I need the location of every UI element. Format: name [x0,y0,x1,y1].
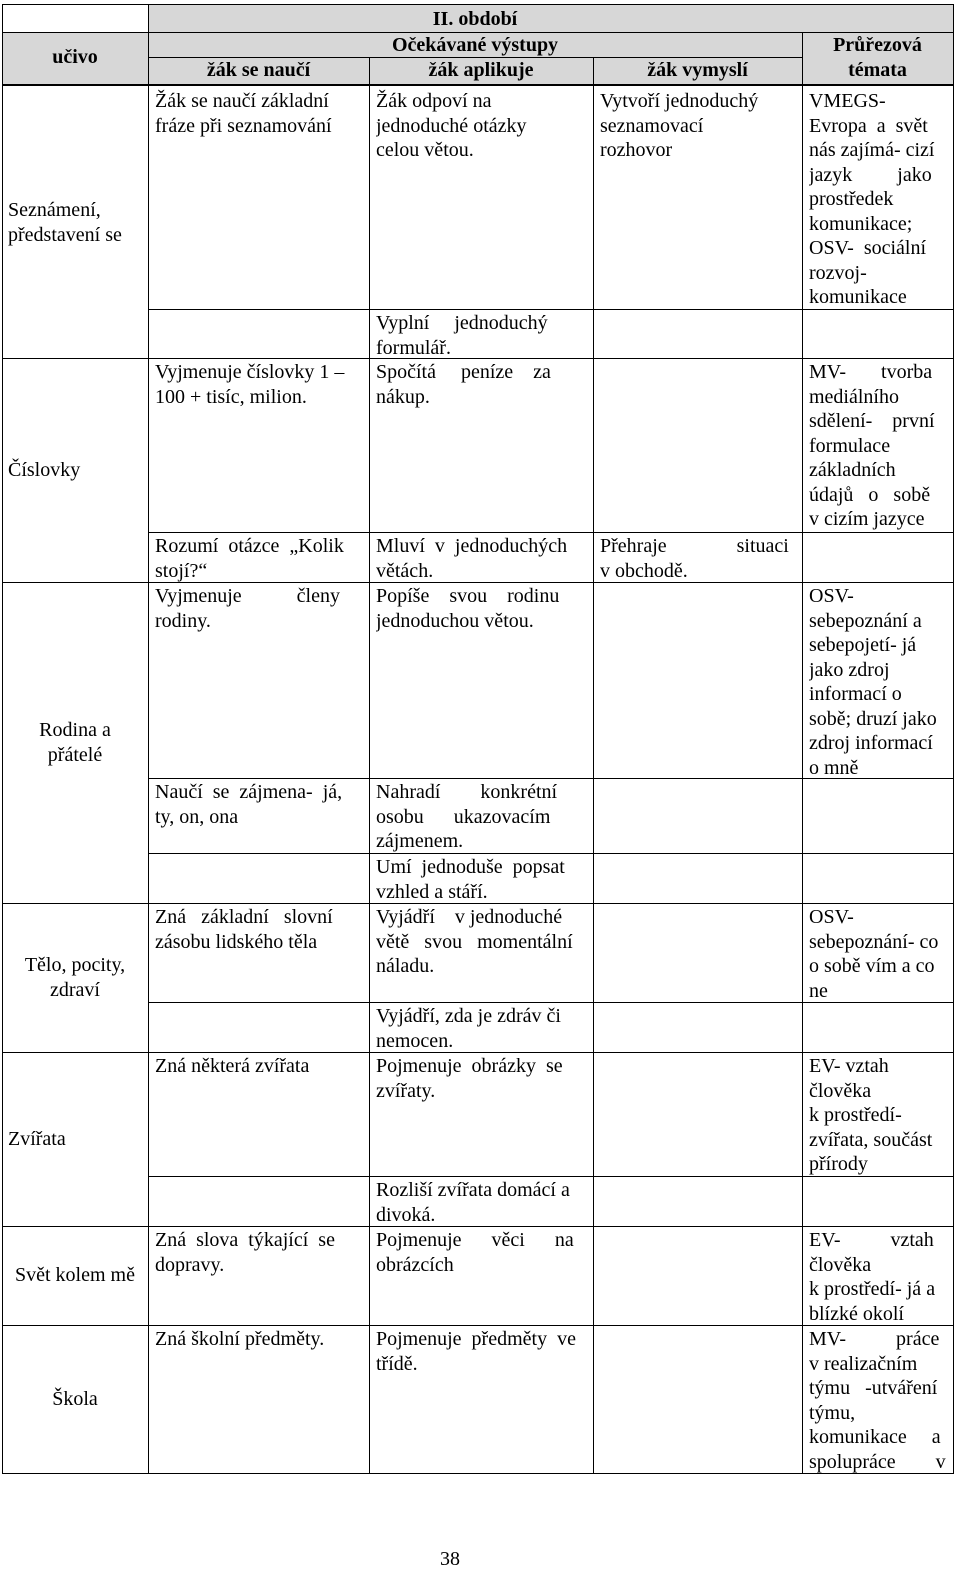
themes-cell-line: o sobě vím a co [809,955,935,977]
themes-cell-line: jako zdroj [809,658,890,681]
applies-cell-line: větě svou momentální [376,930,573,953]
learns-cell-line: Zná slova týkající se [155,1229,335,1251]
grid-hline [2,32,954,33]
topic-border [2,1325,149,1326]
learns-cell-line: ty, on, ona [155,805,239,828]
themes-cell-line: člověka [809,1253,872,1276]
topic-border [2,358,149,359]
themes-cell-line: EV- vztah [809,1229,934,1251]
themes-cell-line: komunikace [809,286,907,308]
themes-cell-line: základních [809,459,896,481]
header-invents: žák vymyslí [647,59,748,81]
themes-cell-line: OSV- [809,585,854,607]
themes-cell-line: k prostředí- [809,1104,902,1126]
invents-cell-line: Přehraje situaci [600,535,789,557]
applies-cell-line: Pojmenuje předměty ve [376,1328,576,1350]
applies-cell-line: obrázcích [376,1253,454,1276]
learns-cell-line: Naučí se zájmena- já, [155,781,343,803]
themes-cell-line: v realizačním [809,1352,918,1375]
invents-cell-line: Vytvoří jednoduchý [600,90,759,112]
applies-cell-line: Spočítá peníze za [376,361,551,383]
themes-cell-line: sebepoznání a [809,609,922,632]
header-bottom-border [2,84,954,86]
applies-cell-line: osobu ukazovacím [376,805,551,828]
applies-cell-line: celou větou. [376,139,474,161]
themes-cell-line: sebepoznání- co [809,930,939,953]
grid-vline [802,32,803,1474]
applies-cell-line: zájmenem. [376,830,464,852]
topic-border [2,903,149,904]
applies-cell-line: jednoduchou větou. [376,609,534,632]
period-title: II. období [432,8,518,30]
topic-label: Seznámení, [8,198,101,221]
invents-cell-line: rozhovor [600,139,673,161]
grid-vline [369,57,370,1474]
topic-label: Rodina a [39,718,111,741]
topic-border [2,1052,149,1053]
themes-cell-line: MV- tvorba [809,361,933,383]
topic-border [2,1226,149,1227]
themes-cell-line: člověka [809,1079,872,1102]
header-applies: žák aplikuje [428,59,534,81]
learns-cell-line: Vyjmenuje členy [155,585,340,607]
themes-cell-line: týmu, [809,1401,856,1424]
topic-label: Škola [52,1387,98,1410]
table-top-border [2,4,954,5]
themes-cell-line: komunikace; [809,212,913,235]
themes-cell-line: sdělení- první [809,410,935,432]
learns-cell-line: fráze při seznamování [155,114,332,137]
header-expected-outcomes: Očekávané výstupy [391,34,559,56]
learns-cell-line: Zná základní slovní [155,906,333,928]
applies-cell-line: nákup. [376,385,430,408]
applies-cell-line: Rozliší zvířata domácí a [376,1179,570,1201]
learns-cell-line: zásobu lidského těla [155,930,318,953]
learns-cell-line: rodiny. [155,609,211,632]
topic-border [2,582,149,583]
topic-label: Svět kolem mě [15,1264,135,1286]
themes-cell-line: sobě; druzí jako [809,707,937,730]
themes-cell-line: jazyk jako [809,163,932,186]
applies-cell-line: Pojmenuje obrázky se [376,1055,563,1077]
applies-cell-line: formulář. [376,336,451,359]
topic-label: přátelé [47,743,103,766]
learns-cell-line: 100 + tisíc, milion. [155,385,307,408]
applies-cell-line: Umí jednoduše popsat [376,856,565,878]
themes-cell-line: spolupráce v [809,1450,946,1473]
learns-cell-line: Žák se naučí základní [155,90,329,112]
invents-cell-line: v obchodě. [600,559,688,582]
themes-cell-line: OSV- sociální [809,237,927,259]
topic-border [2,1473,149,1474]
applies-cell-line: Popíše svou rodinu [376,585,560,607]
themes-cell-line: EV- vztah [809,1055,889,1077]
applies-cell-line: Pojmenuje věci na [376,1229,574,1251]
themes-cell-line: prostředek [809,188,894,210]
themes-cell-line: ne [809,979,828,1002]
themes-cell-line: VMEGS- [809,90,886,112]
table-right-border [953,4,954,1474]
learns-cell-line: Vyjmenuje číslovky 1 – [155,361,345,383]
applies-cell-line: náladu. [376,955,435,977]
applies-cell-line: nemocen. [376,1029,454,1052]
themes-cell-line: týmu -utváření [809,1377,938,1399]
themes-cell-line: informací o [809,683,902,705]
topic-label: Tělo, pocity, [24,953,126,976]
themes-cell-line: údajů o sobě [809,483,931,506]
applies-cell-line: Vyjádří, zda je zdráv či [376,1005,561,1027]
themes-cell-line: Evropa a svět [809,114,928,137]
applies-cell-line: Mluví v jednoduchých [376,535,568,557]
topic-label: Zvířata [8,1127,66,1150]
header-themes-line1: Průřezová [833,34,922,56]
themes-cell-line: rozvoj- [809,261,867,284]
themes-cell-line: zvířata, součást [809,1128,933,1151]
learns-cell-line: dopravy. [155,1253,225,1276]
header-learns: žák se naučí [206,59,311,81]
themes-cell-line: k prostředí- já a [809,1278,936,1300]
invents-cell-line: seznamovací [600,114,704,137]
header-ucivo: učivo [52,46,98,68]
topic-label: zdraví [50,978,100,1001]
applies-cell-line: divoká. [376,1203,436,1226]
grid-vline [593,57,594,1474]
topic-label: Číslovky [8,458,81,481]
row-border [148,532,954,533]
themes-cell-line: sebepojetí- já [809,634,917,656]
themes-cell-line: zdroj informací [809,732,933,754]
applies-cell-line: Vyplní jednoduchý [376,312,548,334]
applies-cell-line: Žák odpoví na [376,90,492,112]
themes-cell-line: formulace [809,434,891,457]
themes-cell-line: OSV- [809,906,854,928]
learns-cell-line: Rozumí otázce „Kolik [155,535,344,557]
themes-cell-line: blízké okolí [809,1302,904,1325]
themes-cell-line: komunikace a [809,1426,941,1448]
topic-label: představení se [8,223,122,246]
applies-cell-line: Vyjádří v jednoduché [376,906,563,928]
themes-cell-line: nás zajímá- cizí [809,139,935,161]
applies-cell-line: zvířaty. [376,1079,436,1102]
applies-cell-line: větách. [376,559,434,582]
themes-cell-line: v cizím jazyce [809,508,925,530]
page-number: 38 [440,1548,460,1570]
learns-cell-line: Zná některá zvířata [155,1055,310,1077]
header-themes-line2: témata [848,59,907,81]
learns-cell-line: Zná školní předměty. [155,1328,325,1350]
themes-cell-line: MV- práce [809,1328,940,1350]
themes-cell-line: mediálního [809,385,899,408]
themes-cell-line: přírody [809,1153,868,1175]
applies-cell-line: Nahradí konkrétní [376,781,558,803]
grid-vline [148,4,149,1474]
applies-cell-line: jednoduché otázky [376,114,527,137]
grid-hline [148,57,803,58]
applies-cell-line: třídě. [376,1352,418,1375]
applies-cell-line: vzhled a stáří. [376,880,488,903]
themes-cell-line: o mně [809,756,859,779]
learns-cell-line: stojí?“ [155,559,208,582]
